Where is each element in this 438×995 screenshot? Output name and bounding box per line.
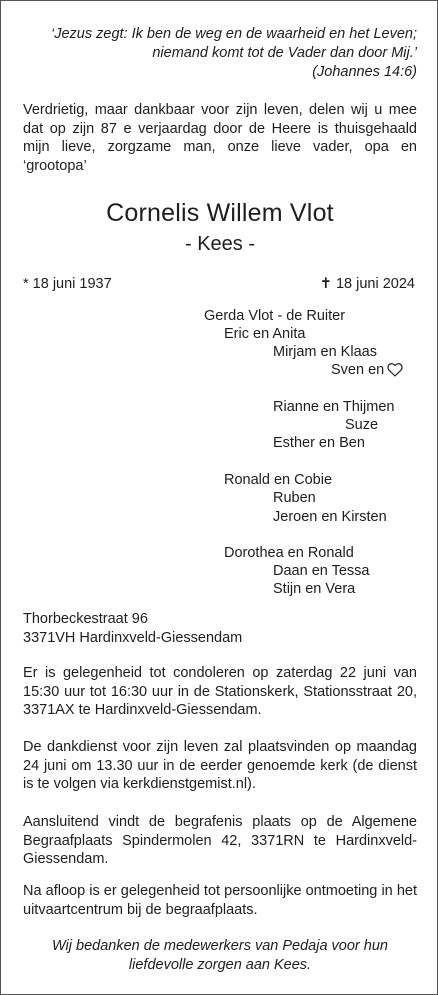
family-line: Ruben: [273, 490, 316, 506]
spouse-name: Gerda Vlot - de Ruiter: [204, 308, 346, 324]
death-date: ✝ 18 juni 2024: [319, 276, 415, 292]
heart-icon: [387, 362, 403, 382]
burial-text: Aansluitend vindt de begrafenis plaats op de Algemene Begraafplaats Spindermolen 42, 3371RN te Hardinxveld-Giessendam.: [23, 814, 417, 867]
family-line-with-heart: [331, 361, 403, 382]
address-city: 3371VH Hardinxveld-Giessendam: [23, 630, 243, 646]
intro-text: Verdrietig, maar dankbaar voor zijn leven, delen wij u mee dat op zijn 87 e verjaardag door de Heere is thuisgehaald mijn lieve, zorgzame man, onze lieve vader, opa en ‘grootopa’: [23, 102, 417, 174]
deceased-nickname: - Kees -: [184, 233, 256, 255]
service-text: De dankdienst voor zijn leven zal plaatsvinden op maandag 24 juni om 13.30 uur in de eerder genoemde kerk (de dienst is te volgen via kerkdienstgemist.nl).: [23, 739, 417, 792]
bible-quote: [17, 25, 417, 82]
address: [23, 610, 242, 648]
thanks-line-1: Wij bedanken de medewerkers van Pedaja voor hun: [52, 938, 388, 954]
family-line: Rianne en Thijmen: [273, 399, 395, 415]
family-line: Mirjam en Klaas: [273, 344, 377, 360]
family-line: Ronald en Cobie: [224, 472, 333, 488]
deceased-name: Cornelis Willem Vlot: [106, 199, 334, 227]
family-line: Stijn en Vera: [273, 581, 356, 597]
family-line: Eric en Anita: [224, 326, 306, 342]
birth-date: * 18 juni 1937: [23, 276, 112, 292]
thanks-line-2: liefdevolle zorgen aan Kees.: [128, 957, 312, 973]
thanks-text: [1, 937, 438, 975]
address-street: Thorbeckestraat 96: [23, 611, 148, 627]
meeting-text: Na afloop is er gelegenheid tot persoonlijke ontmoeting in het uitvaartcentrum bij de begraafplaats.: [23, 883, 417, 918]
quote-line-1: ‘Jezus zegt: Ik ben de weg en de waarheid en het Leven;: [51, 26, 417, 42]
family-line: Suze: [345, 417, 379, 433]
family-line: Esther en Ben: [273, 435, 365, 451]
family-line: Dorothea en Ronald: [224, 545, 354, 561]
condolence-text: Er is gelegenheid tot condoleren op zaterdag 22 juni van 15:30 uur tot 16:30 uur in de Stationskerk, Stationsstraat 20, 3371AX te Hardinxveld-Giessendam.: [23, 665, 417, 718]
quote-line-2: niemand komt tot de Vader dan door Mij.’: [152, 45, 417, 61]
family-line: Jeroen en Kirsten: [273, 509, 387, 525]
family-line: Sven en: [331, 362, 385, 378]
quote-reference: (Johannes 14:6): [312, 64, 417, 80]
family-line: Daan en Tessa: [273, 563, 370, 579]
